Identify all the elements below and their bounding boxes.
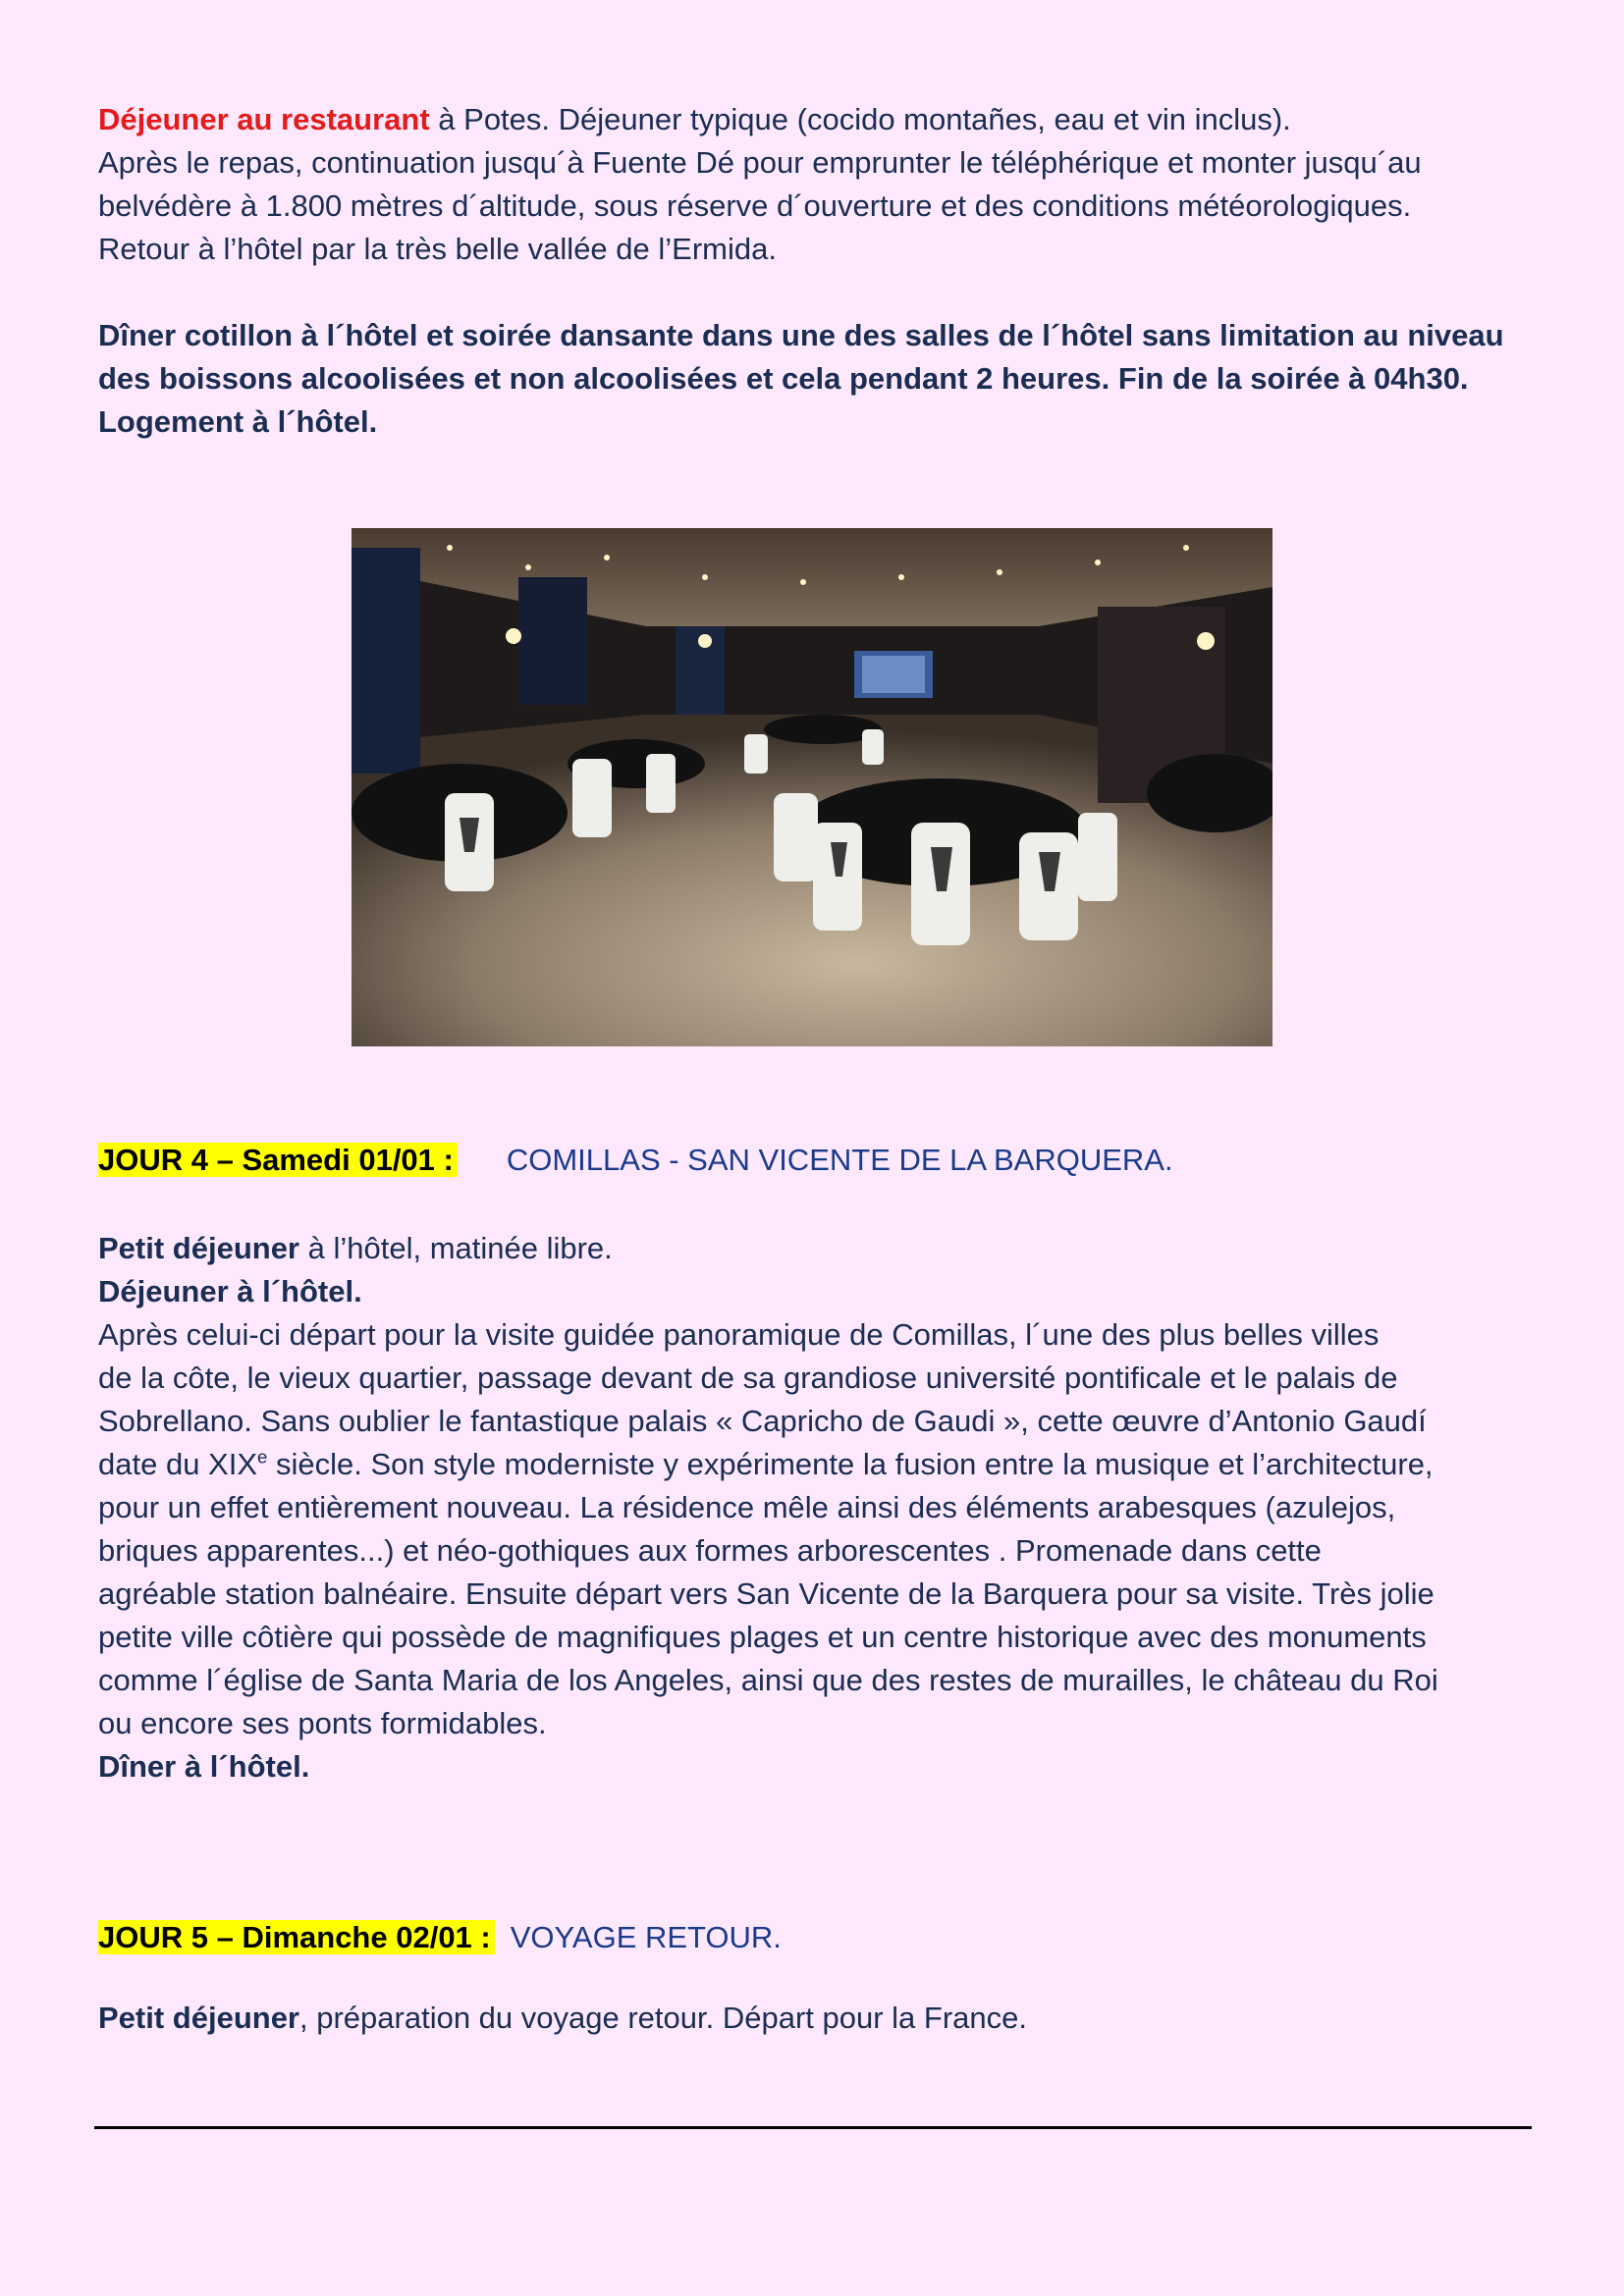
breakfast-strong: Petit déjeuner bbox=[98, 2001, 299, 2035]
lunch-paragraph bbox=[98, 98, 1532, 141]
breakfast-text: , préparation du voyage retour. Départ pour la France. bbox=[299, 2001, 1027, 2035]
dinner-line: Logement à l´hôtel. bbox=[98, 404, 378, 439]
text-line: belvédère à 1.800 mètres d´altitude, sous réserve d´ouverture et des conditions météorologiques. bbox=[98, 188, 1412, 223]
day4-lunch: Déjeuner à l´hôtel. bbox=[98, 1274, 362, 1308]
breakfast-strong: Petit déjeuner bbox=[98, 1231, 299, 1265]
day5-heading bbox=[98, 1916, 782, 1959]
text-line: pour un effet entièrement nouveau. La résidence mêle ainsi des éléments arabesques (azulejos, bbox=[98, 1490, 1396, 1524]
text-line: ou encore ses ponts formidables. bbox=[98, 1706, 547, 1740]
footer-rule bbox=[94, 2126, 1532, 2129]
day5-breakfast bbox=[98, 1997, 1532, 2040]
text-line: petite ville côtière qui possède de magnifiques plages et un centre historique avec des monuments bbox=[98, 1620, 1427, 1654]
ballroom-photo bbox=[352, 528, 1272, 1046]
day4-destination: COMILLAS - SAN VICENTE DE LA BARQUERA. bbox=[506, 1143, 1173, 1177]
text-line: Après le repas, continuation jusqu´à Fuente Dé pour emprunter le téléphérique et monter jusqu´au bbox=[98, 145, 1422, 180]
dinner-line: Dîner cotillon à l´hôtel et soirée dansante dans une des salles de l´hôtel sans limitation au niveau bbox=[98, 318, 1504, 352]
day4-dinner: Dîner à l´hôtel. bbox=[98, 1749, 310, 1784]
text-line: briques apparentes...) et néo-gothiques aux formes arborescentes . Promenade dans cette bbox=[98, 1533, 1322, 1568]
lunch-text: à Potes. Déjeuner typique (cocido montañes, eau et vin inclus). bbox=[429, 102, 1291, 136]
day5-body bbox=[98, 1997, 1532, 2040]
text-line bbox=[98, 1443, 1532, 1486]
day4-heading bbox=[98, 1139, 1173, 1182]
century-a: date du XIX bbox=[98, 1447, 258, 1481]
day5-destination: VOYAGE RETOUR. bbox=[510, 1920, 782, 1954]
text-line: de la côte, le vieux quartier, passage devant de sa grandiose université pontificale et le palais de bbox=[98, 1361, 1398, 1395]
text-line: agréable station balnéaire. Ensuite départ vers San Vicente de la Barquera pour sa visite. Très jolie bbox=[98, 1576, 1435, 1611]
text-line: comme l´église de Santa Maria de los Angeles, ainsi que des restes de murailles, le château du Roi bbox=[98, 1663, 1438, 1697]
lunch-highlight: Déjeuner au restaurant bbox=[98, 102, 430, 136]
day5-tag: JOUR 5 – Dimanche 02/01 : bbox=[98, 1920, 495, 1954]
section-1 bbox=[98, 98, 1532, 444]
dinner-line: des boissons alcoolisées et non alcoolisées et cela pendant 2 heures. Fin de la soirée à 04h30. bbox=[98, 361, 1469, 396]
breakfast-text: à l’hôtel, matinée libre. bbox=[299, 1231, 613, 1265]
text-line: Retour à l’hôtel par la très belle vallée de l’Ermida. bbox=[98, 232, 777, 266]
text-line: Sobrellano. Sans oublier le fantastique palais « Capricho de Gaudi », cette œuvre d’Antonio Gaudí bbox=[98, 1404, 1427, 1438]
century-b: siècle. Son style moderniste y expérimente la fusion entre la musique et l’architecture, bbox=[267, 1447, 1434, 1481]
day4-tag: JOUR 4 – Samedi 01/01 : bbox=[98, 1143, 458, 1177]
century-sup: e bbox=[257, 1446, 268, 1468]
day4-breakfast bbox=[98, 1227, 1532, 1270]
day4-body bbox=[98, 1227, 1532, 1789]
text-line: Après celui-ci départ pour la visite guidée panoramique de Comillas, l´une des plus belles villes bbox=[98, 1317, 1380, 1352]
